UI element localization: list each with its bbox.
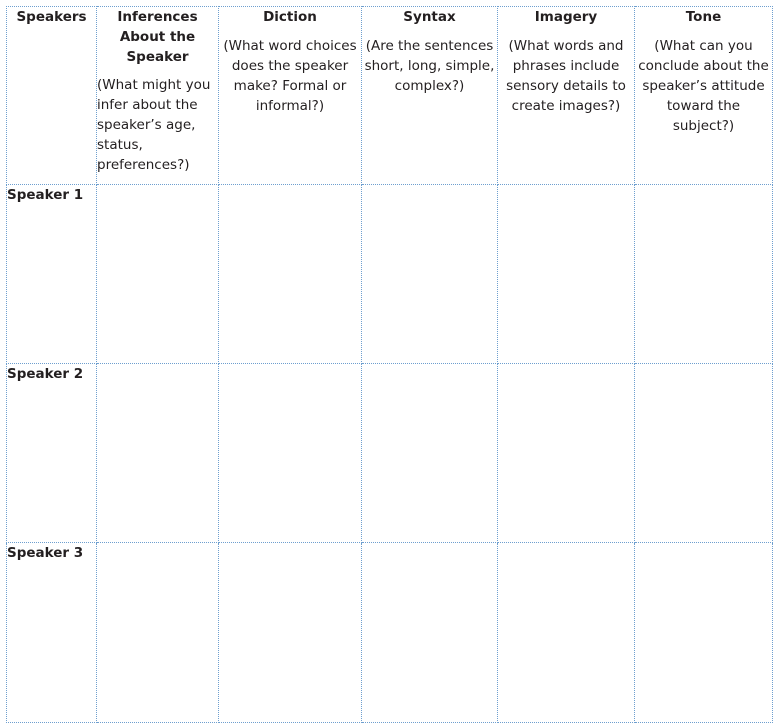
table-row <box>7 543 773 723</box>
speaker-3-tone-cell[interactable] <box>635 543 773 723</box>
imagery-column-prompt: (What words and phrases include sensory details to create images?) <box>506 38 626 114</box>
header-speakers <box>7 7 97 185</box>
speaker-2-imagery-cell[interactable] <box>498 364 635 543</box>
speaker-1-imagery-cell[interactable] <box>498 185 635 364</box>
table-row <box>7 364 773 543</box>
speaker-1-inferences-cell[interactable] <box>97 185 219 364</box>
syntax-column-prompt: (Are the sentences short, long, simple, complex?) <box>364 38 495 94</box>
row-label-speaker-1: Speaker 1 <box>7 185 97 364</box>
header-row <box>7 7 773 185</box>
table-row <box>7 185 773 364</box>
row-label-speaker-3: Speaker 3 <box>7 543 97 723</box>
tone-column-title: Tone <box>685 9 722 25</box>
speaker-1-diction-cell[interactable] <box>219 185 362 364</box>
diction-column-title: Diction <box>263 9 317 25</box>
speaker-2-inferences-cell[interactable] <box>97 364 219 543</box>
speaker-3-diction-cell[interactable] <box>219 543 362 723</box>
header-imagery <box>498 7 635 185</box>
header-syntax <box>362 7 498 185</box>
speaker-2-tone-cell[interactable] <box>635 364 773 543</box>
speaker-1-syntax-cell[interactable] <box>362 185 498 364</box>
header-diction <box>219 7 362 185</box>
header-inferences <box>97 7 219 185</box>
syntax-column-title: Syntax <box>403 9 456 25</box>
inferences-column-prompt: (What might you infer about the speaker’s age, status, preferences?) <box>97 77 211 173</box>
speaker-2-syntax-cell[interactable] <box>362 364 498 543</box>
speaker-3-inferences-cell[interactable] <box>97 543 219 723</box>
speaker-1-tone-cell[interactable] <box>635 185 773 364</box>
inferences-column-title: Inferences About the Speaker <box>117 9 198 65</box>
header-tone <box>635 7 773 185</box>
speaker-3-imagery-cell[interactable] <box>498 543 635 723</box>
speaker-2-diction-cell[interactable] <box>219 364 362 543</box>
speaker-3-syntax-cell[interactable] <box>362 543 498 723</box>
speakers-column-title: Speakers <box>16 9 87 25</box>
row-label-speaker-2: Speaker 2 <box>7 364 97 543</box>
imagery-column-title: Imagery <box>534 9 598 25</box>
tone-column-prompt: (What can you conclude about the speaker’s attitude toward the subject?) <box>638 38 769 134</box>
speaker-analysis-table <box>6 6 773 723</box>
diction-column-prompt: (What word choices does the speaker make? Formal or informal?) <box>223 38 357 114</box>
